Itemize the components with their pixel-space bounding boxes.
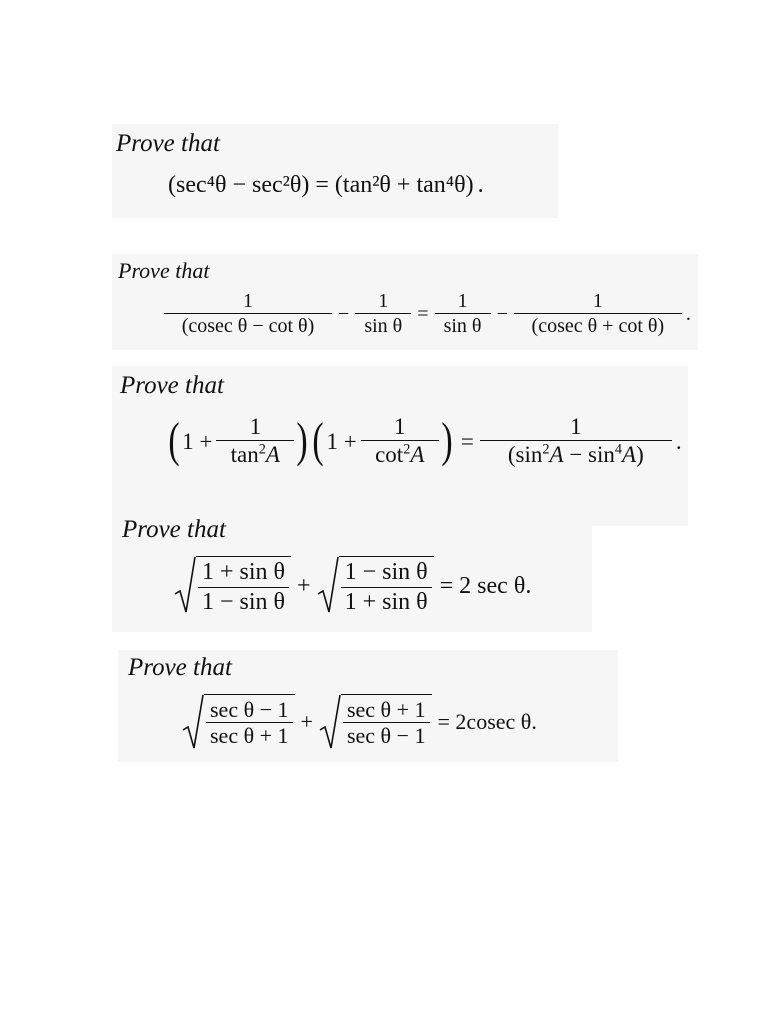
period: . [675, 428, 682, 454]
equation [164, 290, 691, 338]
radicand [339, 556, 434, 616]
prove-that-label: Prove that [128, 654, 232, 681]
minus-sin-text: − sin [563, 442, 615, 468]
numerator: 1 [164, 290, 332, 314]
right-paren: ) [441, 414, 453, 468]
right-paren: ) [296, 414, 309, 468]
numerator: sec θ − 1 [206, 697, 293, 723]
variable: A [265, 442, 280, 468]
denominator: sec θ − 1 [346, 723, 426, 749]
denominator: 1 − sin θ [202, 588, 286, 615]
fraction-2 [355, 290, 411, 338]
radicand [341, 694, 432, 750]
equation [182, 694, 537, 750]
numerator: 1 [435, 290, 491, 314]
left-paren: ( [312, 414, 325, 468]
radicand [196, 556, 291, 616]
lhs: (sec⁴θ − sec²θ) [168, 172, 310, 198]
numerator: 1 [216, 414, 294, 441]
left-paren: ( [168, 414, 180, 468]
rhs: = 2 sec θ. [439, 572, 532, 599]
denominator: sin θ [443, 315, 482, 337]
radical-sign-icon [174, 556, 196, 614]
period: . [685, 302, 691, 325]
sin-text: (sin [507, 442, 543, 468]
plus-sign: + [297, 572, 311, 599]
fraction-2 [361, 414, 439, 469]
numerator: 1 + sin θ [198, 559, 289, 588]
problem-3 [112, 366, 688, 526]
close-paren: ) [636, 442, 644, 468]
square-root-1 [174, 556, 291, 616]
numerator: 1 [514, 290, 682, 314]
numerator: sec θ + 1 [343, 697, 430, 723]
fraction [341, 559, 432, 616]
fraction-3 [435, 290, 491, 338]
square-root-1 [182, 694, 295, 750]
exponent: 2 [403, 441, 411, 458]
square-root-2 [319, 694, 432, 750]
prove-that-label: Prove that [118, 258, 210, 283]
denominator [371, 441, 428, 469]
tan-text: tan [230, 442, 259, 468]
denominator: (cosec θ + cot θ) [531, 315, 665, 337]
equals-sign: = [315, 172, 329, 198]
minus-sign: − [338, 302, 350, 325]
denominator: sin θ [364, 315, 403, 337]
one-plus: 1 + [182, 428, 213, 454]
equals-sign: = [417, 302, 429, 325]
problem-5 [118, 650, 618, 762]
equation [166, 414, 682, 469]
one-plus: 1 + [326, 428, 357, 454]
radical-sign-icon [319, 694, 341, 750]
radicand [204, 694, 295, 750]
equals-sign: = [460, 428, 474, 454]
numerator: 1 [355, 290, 411, 314]
prove-that-label: Prove that [116, 130, 220, 157]
rhs: (tan²θ + tan⁴θ) [334, 172, 474, 198]
denominator [227, 441, 284, 469]
problem-2 [112, 254, 698, 350]
denominator: sec θ + 1 [210, 723, 289, 749]
period: . [477, 172, 484, 198]
fraction-4 [514, 290, 682, 338]
cot-text: cot [375, 442, 404, 468]
fraction [206, 697, 293, 750]
problem-4 [112, 512, 592, 632]
equation [168, 172, 484, 199]
numerator: 1 − sin θ [341, 559, 432, 588]
fraction-3 [480, 414, 672, 469]
exponent: 2 [258, 441, 266, 458]
exponent: 2 [542, 441, 550, 458]
square-root-2 [317, 556, 434, 616]
fraction-1 [216, 414, 294, 469]
denominator [504, 441, 648, 469]
prove-that-label: Prove that [120, 372, 224, 399]
prove-that-label: Prove that [122, 516, 226, 543]
fraction-1 [164, 290, 332, 338]
numerator: 1 [361, 414, 439, 441]
denominator: 1 + sin θ [344, 588, 428, 615]
radical-sign-icon [182, 694, 204, 750]
exponent: 4 [614, 441, 623, 458]
denominator: (cosec θ − cot θ) [181, 315, 315, 337]
variable: A [410, 442, 425, 468]
problem-1 [112, 124, 558, 218]
variable: A [622, 442, 637, 468]
fraction [343, 697, 430, 750]
fraction [198, 559, 289, 616]
rhs: = 2cosec θ. [437, 709, 537, 734]
equation [174, 556, 531, 616]
minus-sign: − [496, 302, 508, 325]
variable: A [549, 442, 564, 468]
radical-sign-icon [317, 556, 339, 614]
numerator: 1 [480, 414, 672, 441]
plus-sign: + [300, 709, 313, 734]
